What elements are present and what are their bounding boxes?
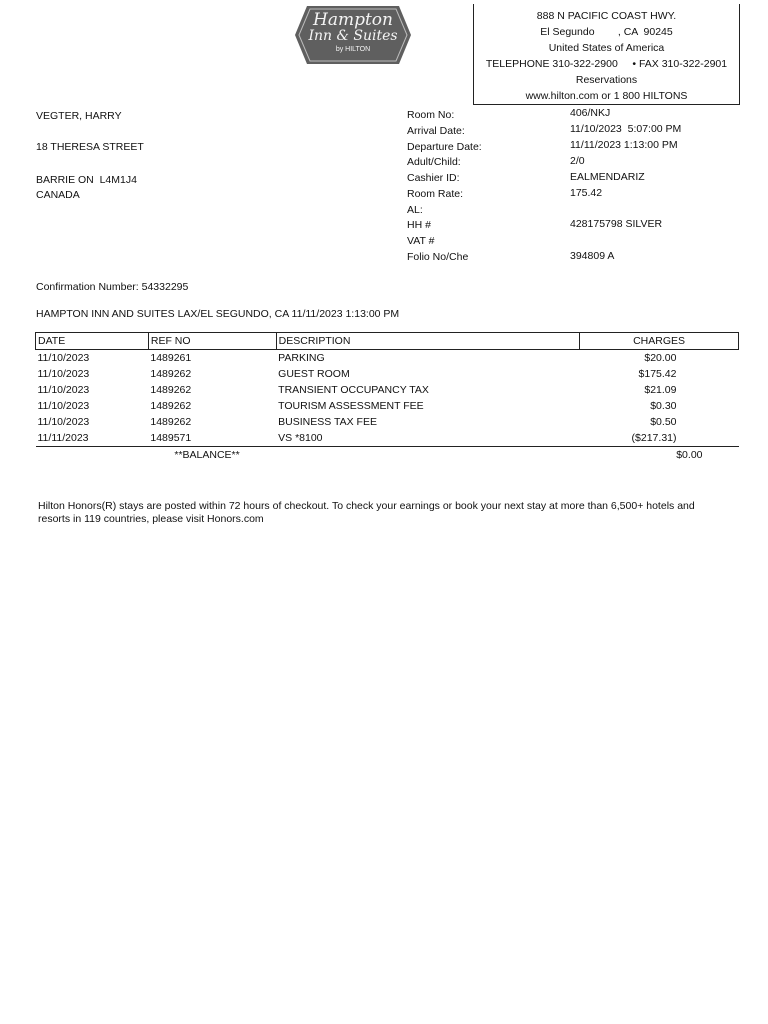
row-charge: $175.42 (638, 368, 677, 380)
departure-label: Departure Date: (407, 141, 482, 153)
row-date: 11/11/2023 (36, 430, 149, 447)
guest-street: 18 THERESA STREET (36, 141, 144, 153)
row-description: PARKING (278, 352, 325, 364)
row-ref: 1489262 (150, 416, 192, 428)
room-no-value: 406/NKJ (570, 107, 611, 119)
hh-label: HH # (407, 219, 431, 231)
vat-label: VAT # (407, 235, 435, 247)
table-row (36, 366, 739, 382)
row-description: TRANSIENT OCCUPANCY TAX (278, 384, 429, 396)
adult-child-value: 2/0 (570, 155, 585, 167)
reservations-label: Reservations (575, 74, 638, 86)
balance-value: $0.00 (676, 449, 703, 461)
row-date: 11/10/2023 (37, 368, 90, 380)
hotel-address: 888 N PACIFIC COAST HWY. (536, 10, 677, 22)
row-date: 11/10/2023 (37, 400, 90, 412)
folio-value: 394809 A (570, 250, 615, 262)
arrival-label: Arrival Date: (407, 125, 465, 137)
al-label: AL: (407, 204, 423, 216)
honors-note: Hilton Honors(R) stays are posted within 72 hours of checkout. To check your earnings or book your next stay at more than 6,500+ hotels and resorts in 119 countries, please visit Honors.com (38, 500, 695, 525)
row-ref: 1489262 (150, 384, 192, 396)
table-row (36, 414, 739, 430)
charges-table (35, 332, 739, 463)
hotel-city: El Segundo , CA 90245 (540, 26, 673, 38)
logo-line-1: Hampton (313, 10, 393, 30)
row-description: BUSINESS TAX FEE (278, 416, 377, 428)
row-charge: $0.30 (650, 400, 677, 412)
table-row (36, 398, 739, 414)
row-ref: 1489261 (150, 352, 192, 364)
room-rate-value: 175.42 (570, 187, 603, 199)
logo-line-2: Inn & Suites (308, 28, 398, 44)
cashier-value: EALMENDARIZ (570, 171, 645, 183)
row-charge: $20.00 (644, 352, 677, 364)
table-header-row (36, 333, 739, 350)
folio-label: Folio No/Che (407, 251, 469, 263)
row-ref: 1489262 (150, 368, 192, 380)
row-description: GUEST ROOM (278, 368, 350, 380)
header-ref: REF NO (148, 333, 276, 350)
row-ref: 1489262 (150, 400, 192, 412)
hotel-country: United States of America (548, 42, 665, 54)
hampton-logo (295, 6, 411, 64)
balance-label: **BALANCE** (174, 449, 240, 461)
table-row (36, 430, 739, 447)
reservations-contact: www.hilton.com or 1 800 HILTONS (525, 90, 688, 102)
row-ref: 1489571 (148, 430, 276, 447)
room-rate-label: Room Rate: (407, 188, 464, 200)
table-row (36, 350, 739, 367)
arrival-value: 11/10/2023 5:07:00 PM (570, 123, 682, 135)
cashier-label: Cashier ID: (407, 172, 460, 184)
row-date: 11/10/2023 (37, 384, 90, 396)
row-description: VS *8100 (276, 430, 579, 447)
room-no-label: Room No: (407, 109, 455, 121)
adult-child-label: Adult/Child: (407, 156, 461, 168)
confirmation-number: Confirmation Number: 54332295 (36, 281, 189, 293)
guest-name: VEGTER, HARRY (36, 110, 122, 122)
row-date: 11/10/2023 (37, 416, 90, 428)
row-charge: $21.09 (644, 384, 677, 396)
departure-value: 11/11/2023 1:13:00 PM (570, 139, 678, 151)
table-row (36, 382, 739, 398)
row-description: TOURISM ASSESSMENT FEE (278, 400, 424, 412)
hh-value: 428175798 SILVER (570, 218, 663, 230)
hotel-phone: TELEPHONE 310-322-2900 • FAX 310-322-2901 (485, 58, 728, 70)
row-charge: ($217.31) (580, 430, 739, 447)
header-charges: CHARGES (580, 333, 739, 350)
balance-row (36, 447, 739, 464)
hotel-stamp: HAMPTON INN AND SUITES LAX/EL SEGUNDO, CA 11/11/2023 1:13:00 PM (36, 308, 400, 320)
guest-city: BARRIE ON L4M1J4 (36, 174, 137, 186)
header-description: DESCRIPTION (276, 333, 579, 350)
row-date: 11/10/2023 (37, 352, 90, 364)
row-charge: $0.50 (650, 416, 677, 428)
hotel-address-box (473, 4, 740, 105)
header-date: DATE (36, 333, 149, 350)
logo-line-3: by HILTON (335, 46, 371, 53)
guest-country: CANADA (36, 189, 80, 201)
